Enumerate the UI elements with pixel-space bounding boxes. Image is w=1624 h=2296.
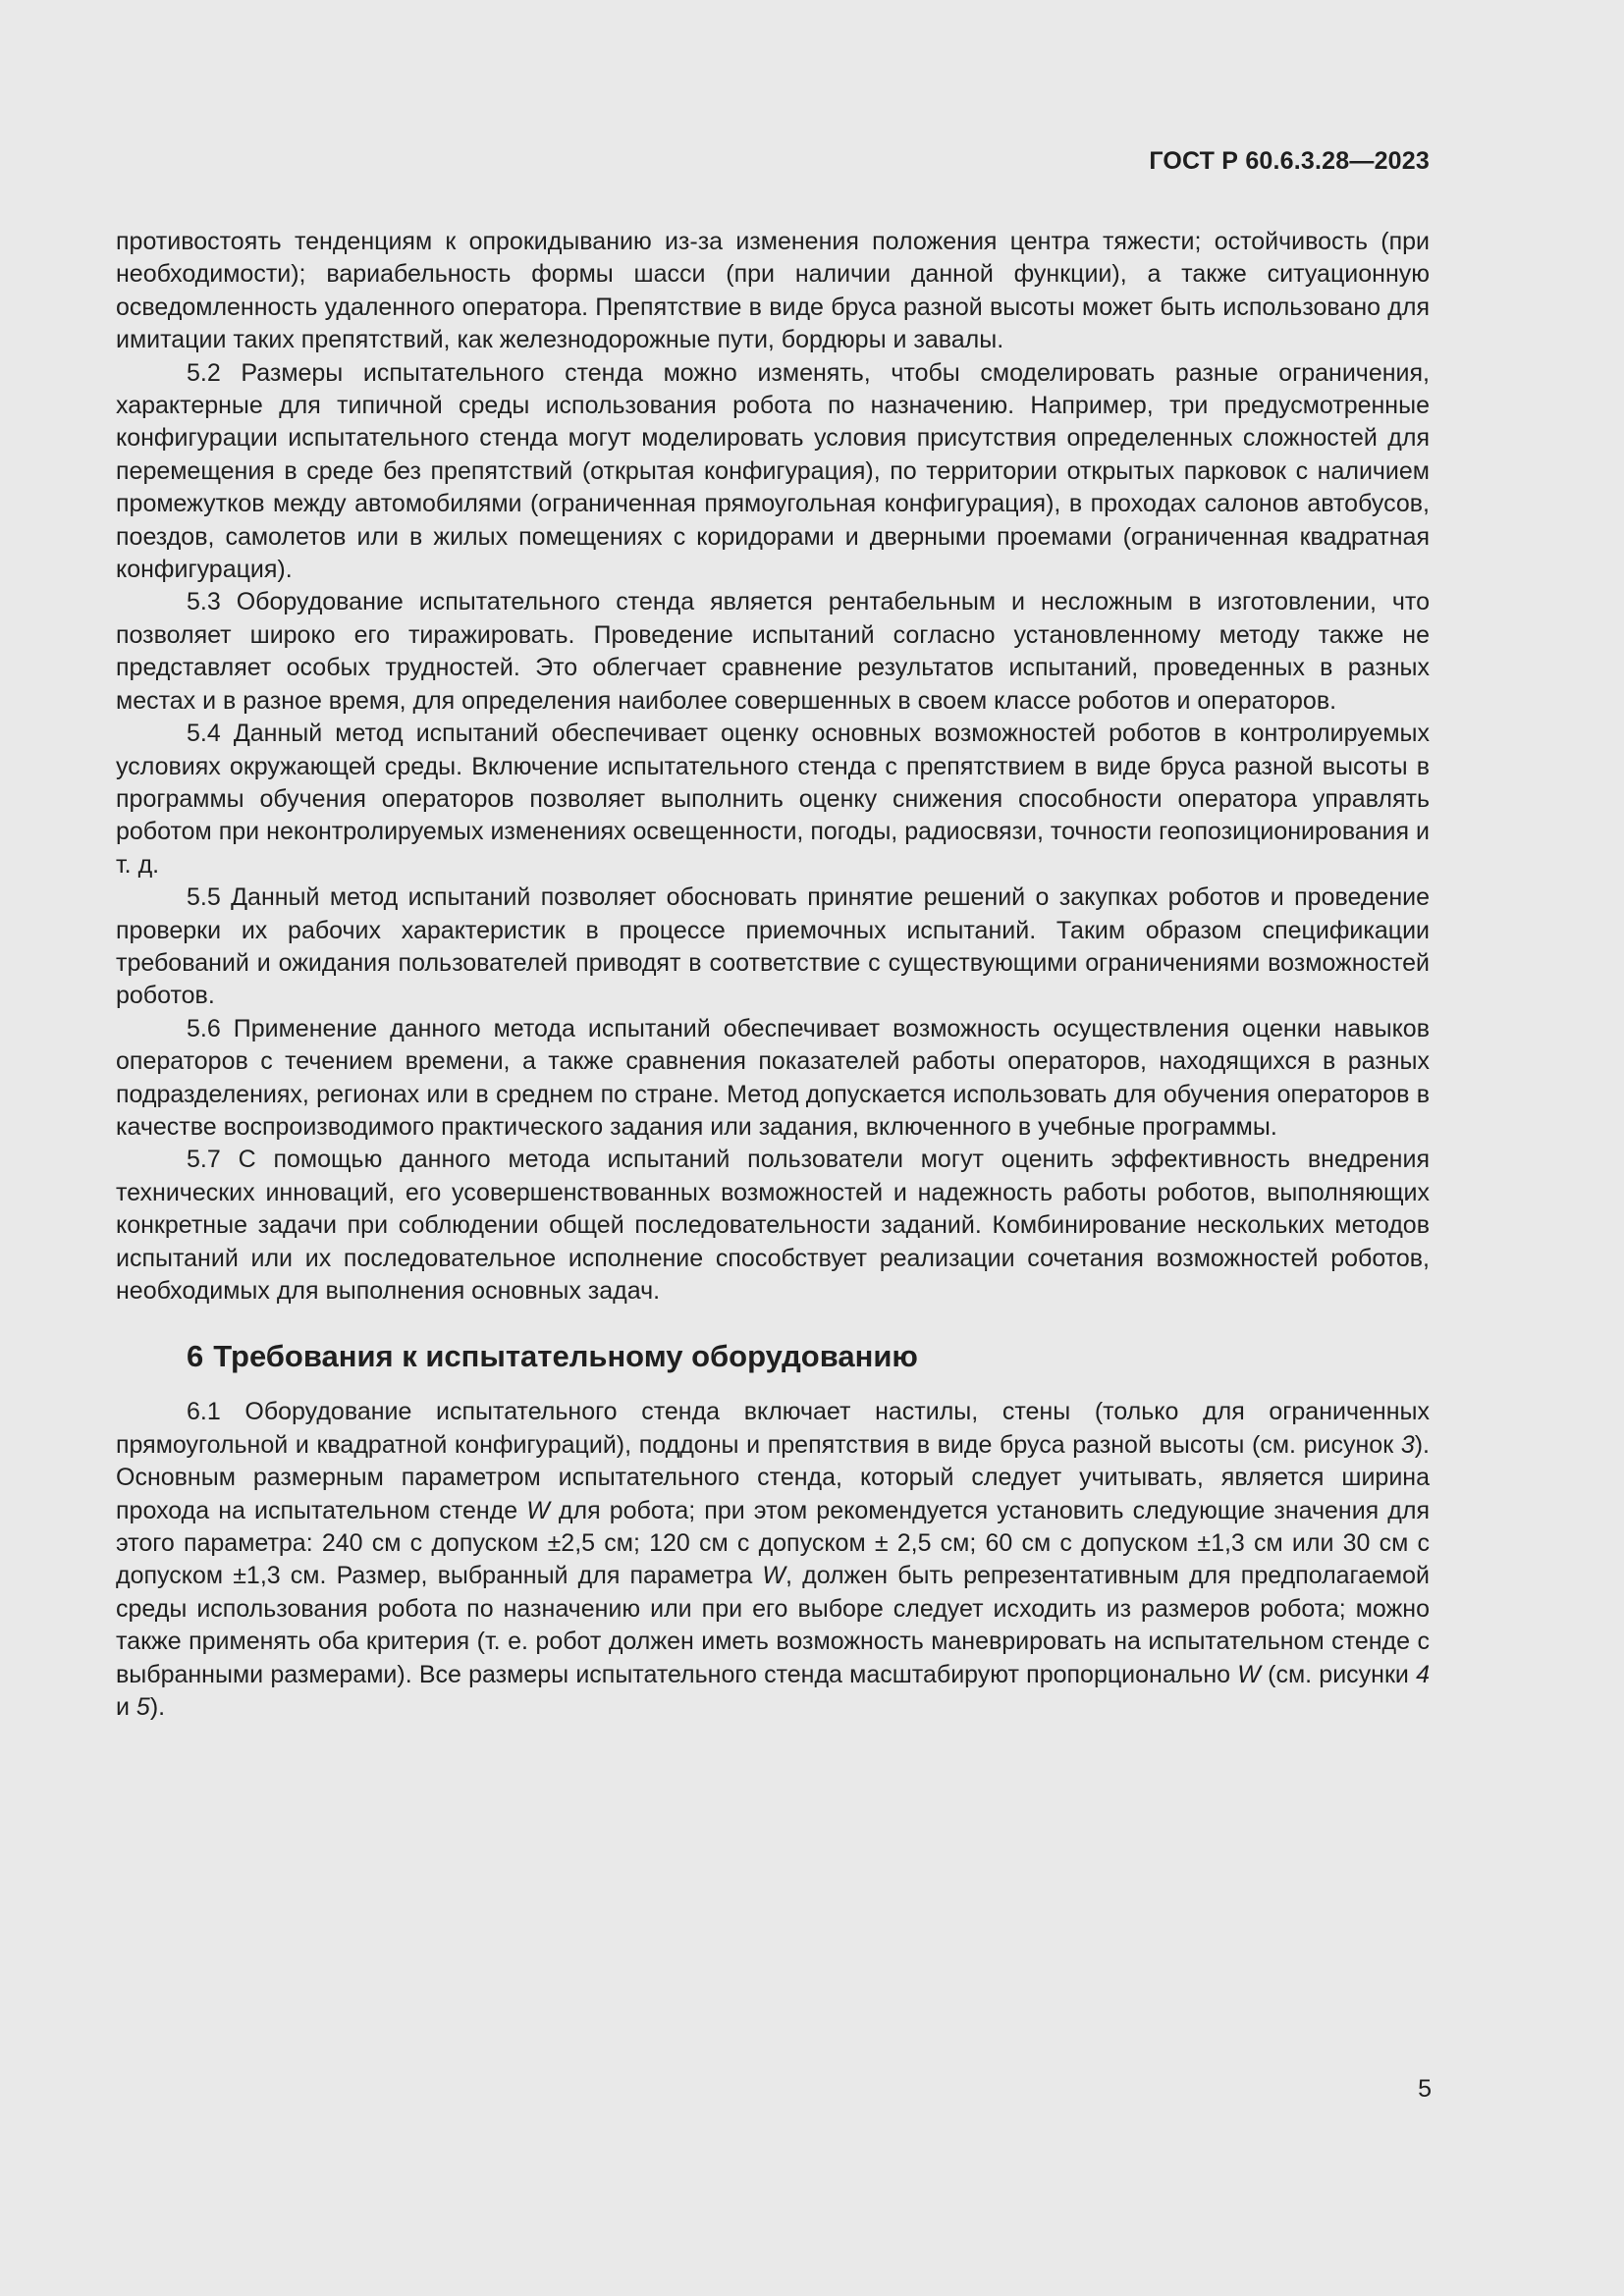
paragraph-5-7: 5.7 С помощью данного метода испытаний пользователи могут оценить эффективность внедрения технических инноваций, его усовершенствованных возможностей и надежность работы роботов, выполняющих конкретные задачи при соблюдении общей последовательности заданий. Комбинирование нескольких методов испытаний или их последовательное исполнение способствует реализации сочетания возможностей роботов, необходимых для выполнения основных задач. — [116, 1146, 1430, 1305]
section-6-number: 6 — [187, 1339, 204, 1374]
figure-ref-3: 3 — [1400, 1430, 1415, 1459]
p6-1-text-7: ). — [149, 1693, 166, 1722]
section-6-heading — [187, 1337, 1430, 1376]
paragraph-5-2: 5.2 Размеры испытательного стенда можно изменять, чтобы смоделировать разные ограничения, характерные для типичной среды использования робота по назначению. Например, три предусмотренные конфигурации испытательного стенда могут моделировать условия присутствия определенных сложностей для перемещения в среде без препятствий (открытая конфигурация), по территории открытых парковок с наличием промежутков между автомобилями (ограниченная прямоугольная конфигурация), в проходах салонов автобусов, поездов, самолетов или в жилых помещениях с коридорами и дверными проемами (ограниченная квадратная конфигурация). — [116, 358, 1430, 584]
standard-id-header: ГОСТ Р 60.6.3.28—2023 — [1149, 147, 1430, 175]
document-body — [116, 226, 1430, 1724]
p6-1-text-1: 6.1 Оборудование испытательного стенда включает настилы, стены (только для ограниченных прямоугольной и квадратной конфигураций), поддоны и препятствия в виде бруса разной высоты (см. рисунок — [116, 1398, 1430, 1459]
paragraph-continuation: противостоять тенденциям к опрокидыванию из-за изменения положения центра тяжести; остойчивость (при необходимости); вариабельность формы шасси (при наличии данной функции), а также ситуационную осведомленность удаленного оператора. Препятствие в виде бруса разной высоты может быть использовано для имитации таких препятствий, как железнодорожные пути, бордюры и завалы. — [116, 228, 1430, 354]
figure-ref-5: 5 — [135, 1693, 150, 1722]
paragraph-5-6: 5.6 Применение данного метода испытаний обеспечивает возможность осуществления оценки навыков операторов с течением времени, а также сравнения показателей работы операторов, находящихся в разных подразделениях, регионах или в среднем по стране. Метод допускается использовать для обучения операторов в качестве воспроизводимого практического задания или задания, включенного в учебные программы. — [116, 1014, 1430, 1141]
p6-1-text-3: для робота; при этом рекомендуется установить следующие значения для этого параметра: 240 см с допуском ±2,5 см; 120 см с допуском ± 2,5 см; 60 см с допуском ±1,3 см или 30 см с допуском ±1,3 см. Размер, выбранный для параметра — [116, 1496, 1430, 1590]
paragraph-6-1 — [116, 1396, 1430, 1724]
section-6-title: Требования к испытательному оборудованию — [213, 1339, 918, 1374]
symbol-w: W — [1237, 1660, 1261, 1688]
p6-1-text-6: и — [116, 1693, 136, 1722]
paragraph-5-4: 5.4 Данный метод испытаний обеспечивает оценку основных возможностей роботов в контролируемых условиях окружающей среды. Включение испытательного стенда с препятствием в виде бруса разной высоты в программы обучения операторов позволяет выполнить оценку снижения способности оператора управлять роботом при неконтролируемых изменениях освещенности, погоды, радиосвязи, точности геопозиционирования и т. д. — [116, 720, 1430, 879]
p6-1-text-5: (см. рисунки — [1260, 1660, 1417, 1688]
symbol-w: W — [526, 1496, 550, 1524]
figure-ref-4: 4 — [1416, 1660, 1430, 1688]
page-number: 5 — [1418, 2075, 1432, 2103]
paragraph-5-3: 5.3 Оборудование испытательного стенда является рентабельным и несложным в изготовлении, что позволяет широко его тиражировать. Проведение испытаний согласно установленному методу также не представляет особых трудностей. Это облегчает сравнение результатов испытаний, проведенных в разных местах и в разное время, для определения наиболее совершенных в своем классе роботов и операторов. — [116, 588, 1430, 715]
paragraph-5-5: 5.5 Данный метод испытаний позволяет обосновать принятие решений о закупках роботов и проведение проверки их рабочих характеристик в процессе приемочных испытаний. Таким образом спецификации требований и ожидания пользователей приводят в соответствие с существующими ограничениями возможностей роботов. — [116, 883, 1430, 1010]
symbol-w: W — [762, 1562, 786, 1590]
p6-1-text-2: ). Основным размерным параметром испытательного стенда, который следует учитывать, является ширина прохода на испытательном стенде — [116, 1430, 1430, 1524]
p6-1-text-4: , должен быть репрезентативным для предполагаемой среды использования робота по назначению или при его выборе следует исходить из размеров робота; можно также применять оба критерия (т. е. робот должен иметь возможность маневрировать на испытательном стенде с выбранными размерами). Все размеры испытательного стенда масштабируют пропорционально — [116, 1562, 1430, 1688]
